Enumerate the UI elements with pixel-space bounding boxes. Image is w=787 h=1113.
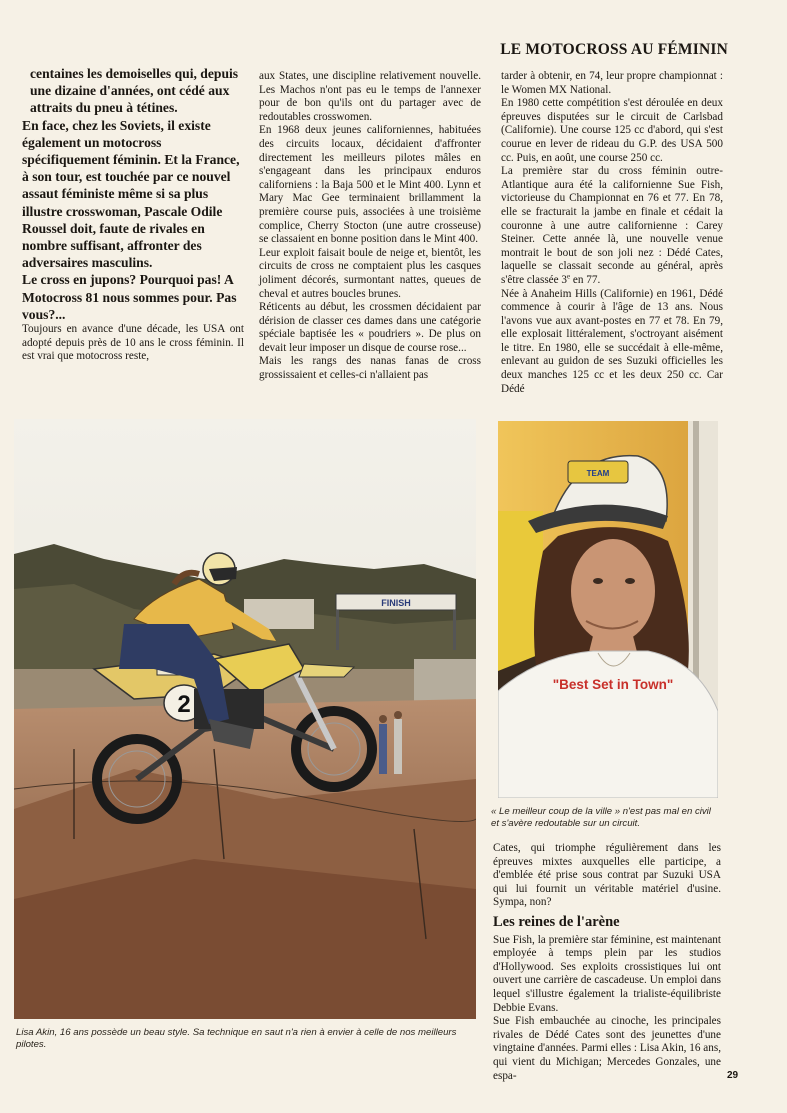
page-header-title: LE MOTOCROSS AU FÉMININ [500,41,728,58]
rank-number: 3 [561,273,567,286]
col3-paragraph-4: Née à Anaheim Hills (Californie) en 1961, Dédé commence à courir à l'âge de 13 ans. Nous l'avons vue aux avant-postes en 77 et 78. En 79, elle explosait littéralement, s'octroyant aisément le titre. En 1980, elle se succédait à elle-même, enlevant au guidon de ses Suzuki officielles les deux manches 125 cc et les deux 250 cc. Car Dédé [501,287,723,395]
rank-tail: en 77. [570,273,601,286]
col4-paragraph-3: Sue Fish embauchée au cinoche, les principales rivales de Dédé Cates sont des jeunettes d'une vingtaine d'années. Parmi elles : Lisa Akin, 16 ans, qui vient du Michigan; Mercedes Gonzales, une espa- [493,1015,721,1082]
finish-banner-text: FINISH [381,598,411,608]
column-3 [501,70,723,396]
photo-portrait-art [498,421,718,798]
col3-paragraph-3 [501,165,723,287]
photo-portrait [498,421,718,798]
shirt-text: "Best Set in Town" [552,677,674,692]
column-1-body: Toujours en avance d'une décade, les USA ont adopté depuis près de 10 ans le cross féminin. Il est vrai que motocross reste, [22,323,244,363]
lead-paragraph-2: En face, chez les Soviets, il existe également un motocross spécifiquement féminin. Et la France, à son tour, est touchée par ce nouvel assaut féministe même si sa plus illustre crosswoman, Pascale Odile Roussel doit, faute de rivales en nombre suffisant, affronter des adversaires masculins. [22,117,240,271]
col2-paragraph-4: Réticents au début, les crossmen décidaient par dérision de classer ces dames dans une catégorie spéciale baptisée les « poudriers ». De plus on devait leur imposer un disque de course rose... [259,301,481,354]
col2-paragraph-5: Mais les rangs des nanas fanas de cross grossissaient et celles-ci n'allaient pas [259,355,481,382]
col2-paragraph-3: Leur exploit faisait boule de neige et, bientôt, les circuits de cross ne comptaient plus les casques joliment décorés, surmontant nattes, queues de cheval et autres boucles brunes. [259,246,481,300]
lead-paragraph-3: Le cross en jupons? Pourquoi pas! A Motocross 81 nous sommes pour. Pas vous?... [22,272,237,322]
photo-motocross-jump-art [14,419,476,1019]
lead-paragraphs [22,65,244,323]
col3-paragraph-2: En 1980 cette compétition s'est déroulée en deux épreuves disputées sur le circuit de Carlsbad (Californie). Une course 125 cc d'abord, qui s'est courue en lever de rideau du G.P. des USA 500 cc. Puis, en août, une course 250 cc. [501,97,723,164]
section-subheading: Les reines de l'arène [493,913,620,930]
col3-paragraph-3-text: La première star du cross féminin outre-Atlantique aura été la californienne Sue Fish, victorieuse du Championnat en 76 et 77. En 78, elle se fracturait la jambe en finale et cédait la couronne à une autre californienne : Carey Steiner. Cette année là, une nouvelle venue montrait le bout de son joli nez : Dédé Cates, laquelle se classait seconde au général, après s'être classée [501,165,723,286]
number-plate: 2 [177,691,191,718]
cap-text: TEAM [586,469,610,478]
column-2 [259,70,481,383]
page-number: 29 [727,1070,739,1081]
photo-motocross-jump [14,419,476,1019]
col2-paragraph-2: En 1968 deux jeunes californiennes, habituées des circuits locaux, décidaient d'affronter directement les meilleurs pilotes mâles en s'engageant dans les principaux enduros californiens : la Baja 500 et le Mint 400. Lynn et Mary Mac Gee terminaient brillamment la première course puis, associées à une troisième complice, Cherry Stocton (une autre crosseuse) se classaient en bonne position dans le Mint 400. [259,124,481,246]
col2-paragraph-1: aux States, une discipline relativement nouvelle. Les Machos n'ont pas eu le temps de l'annexer pour de bon qu'ils ont du partager avec de redoutables crosswomen. [259,70,481,123]
column-4 [493,842,721,1083]
caption-motocross-jump: Lisa Akin, 16 ans possède un beau style. Sa technique en saut n'a rien à envier à celle de nos meilleurs pilotes. [16,1027,457,1050]
col4-paragraph-2: Sue Fish, la première star féminine, est maintenant employée à temps plein par les studios d'Hollywood. Ses exploits crossistiques lui ont ouvert une carrière de cascadeuse. Un emploi dans lequel s'illustre également la trialiste-équilibriste Debbie Evans. [493,933,721,1014]
rank-superscript: e [567,272,571,281]
col3-paragraph-1: tarder à obtenir, en 74, leur propre championnat : le Women MX National. [501,70,723,96]
caption-portrait: « Le meilleur coup de la ville » n'est pas mal en civil et s'avère redoutable sur un circuit. [491,806,711,829]
column-1 [22,65,244,364]
col4-paragraph-1: Cates, qui triomphe régulièrement dans les épreuves mixtes auxquelles elle participe, a d'emblée été prise sous contrat par Suzuki USA qui lui fournit un véritable matériel d'usine. Sympa, non? [493,842,721,909]
lead-paragraph-1: centaines les demoiselles qui, depuis une dizaine d'années, ont cédé aux attraits du pneu à tétines. [30,66,239,116]
